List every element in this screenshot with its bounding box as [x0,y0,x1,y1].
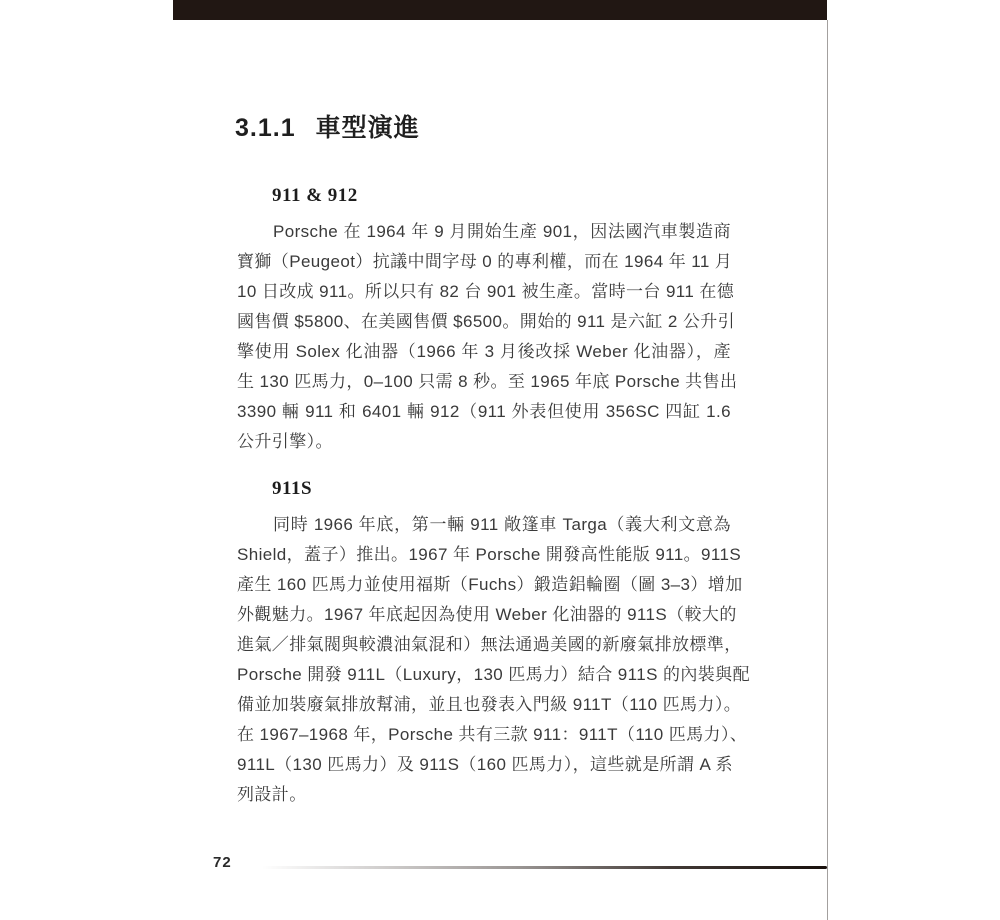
paragraph-911s [237,510,750,810]
text-line: 3390 輛 911 和 6401 輛 912（911 外表但使用 356SC 四缸 1.6 [237,402,731,421]
text-line: Porsche 開發 911L（Luxury，130 匹馬力）結合 911S 的內裝與配 [237,665,750,684]
section-heading [235,108,420,144]
subsection-heading-911s: 911S [272,478,313,499]
text-line: 外觀魅力。1967 年底起因為使用 Weber 化油器的 911S（較大的 [237,605,737,624]
section-title: 車型演進 [315,114,420,142]
text-line: 在 1967–1968 年，Porsche 共有三款 911：911T（110 匹馬力）、 [237,725,748,744]
text-line: 10 日改成 911。所以只有 82 台 901 被生產。當時一台 911 在德 [237,282,735,301]
paragraph-911-912 [237,217,738,457]
text-line: 國售價 $5800、在美國售價 $6500。開始的 911 是六缸 2 公升引 [237,312,736,331]
page-edge-line [827,20,828,920]
subsection-heading-911-912: 911 & 912 [272,185,358,206]
text-line: 擎使用 Solex 化油器（1966 年 3 月後改採 Weber 化油器），產 [237,342,731,361]
text-line: 進氣／排氣閥與較濃油氣混和）無法通過美國的新廢氣排放標準， [237,635,742,654]
text-line: 列設計。 [237,785,307,804]
text-line: Porsche 在 1964 年 9 月開始生產 901，因法國汽車製造商 [273,222,731,241]
text-line: 同時 1966 年底，第一輛 911 敞篷車 Targa（義大利文意為 [273,515,731,534]
text-line: 備並加裝廢氣排放幫浦，並且也發表入門級 911T（110 匹馬力）。 [237,695,742,714]
text-line: 公升引擎）。 [237,432,333,451]
text-line: 產生 160 匹馬力並使用福斯（Fuchs）鍛造鋁輪圈（圖 3–3）增加 [237,575,743,594]
text-line: 911L（130 匹馬力）及 911S（160 匹馬力），這些就是所謂 A 系 [237,755,733,774]
section-number: 3.1.1 [235,114,296,142]
header-bar [173,0,827,20]
page-number: 72 [213,854,232,871]
text-line: 寶獅（Peugeot）抗議中間字母 0 的專利權，而在 1964 年 11 月 [237,252,733,271]
footer-rule [262,866,827,869]
text-line: 生 130 匹馬力，0–100 只需 8 秒。至 1965 年底 Porsche 共售出 [237,372,738,391]
text-line: Shield，蓋子）推出。1967 年 Porsche 開發高性能版 911。911S [237,545,742,564]
